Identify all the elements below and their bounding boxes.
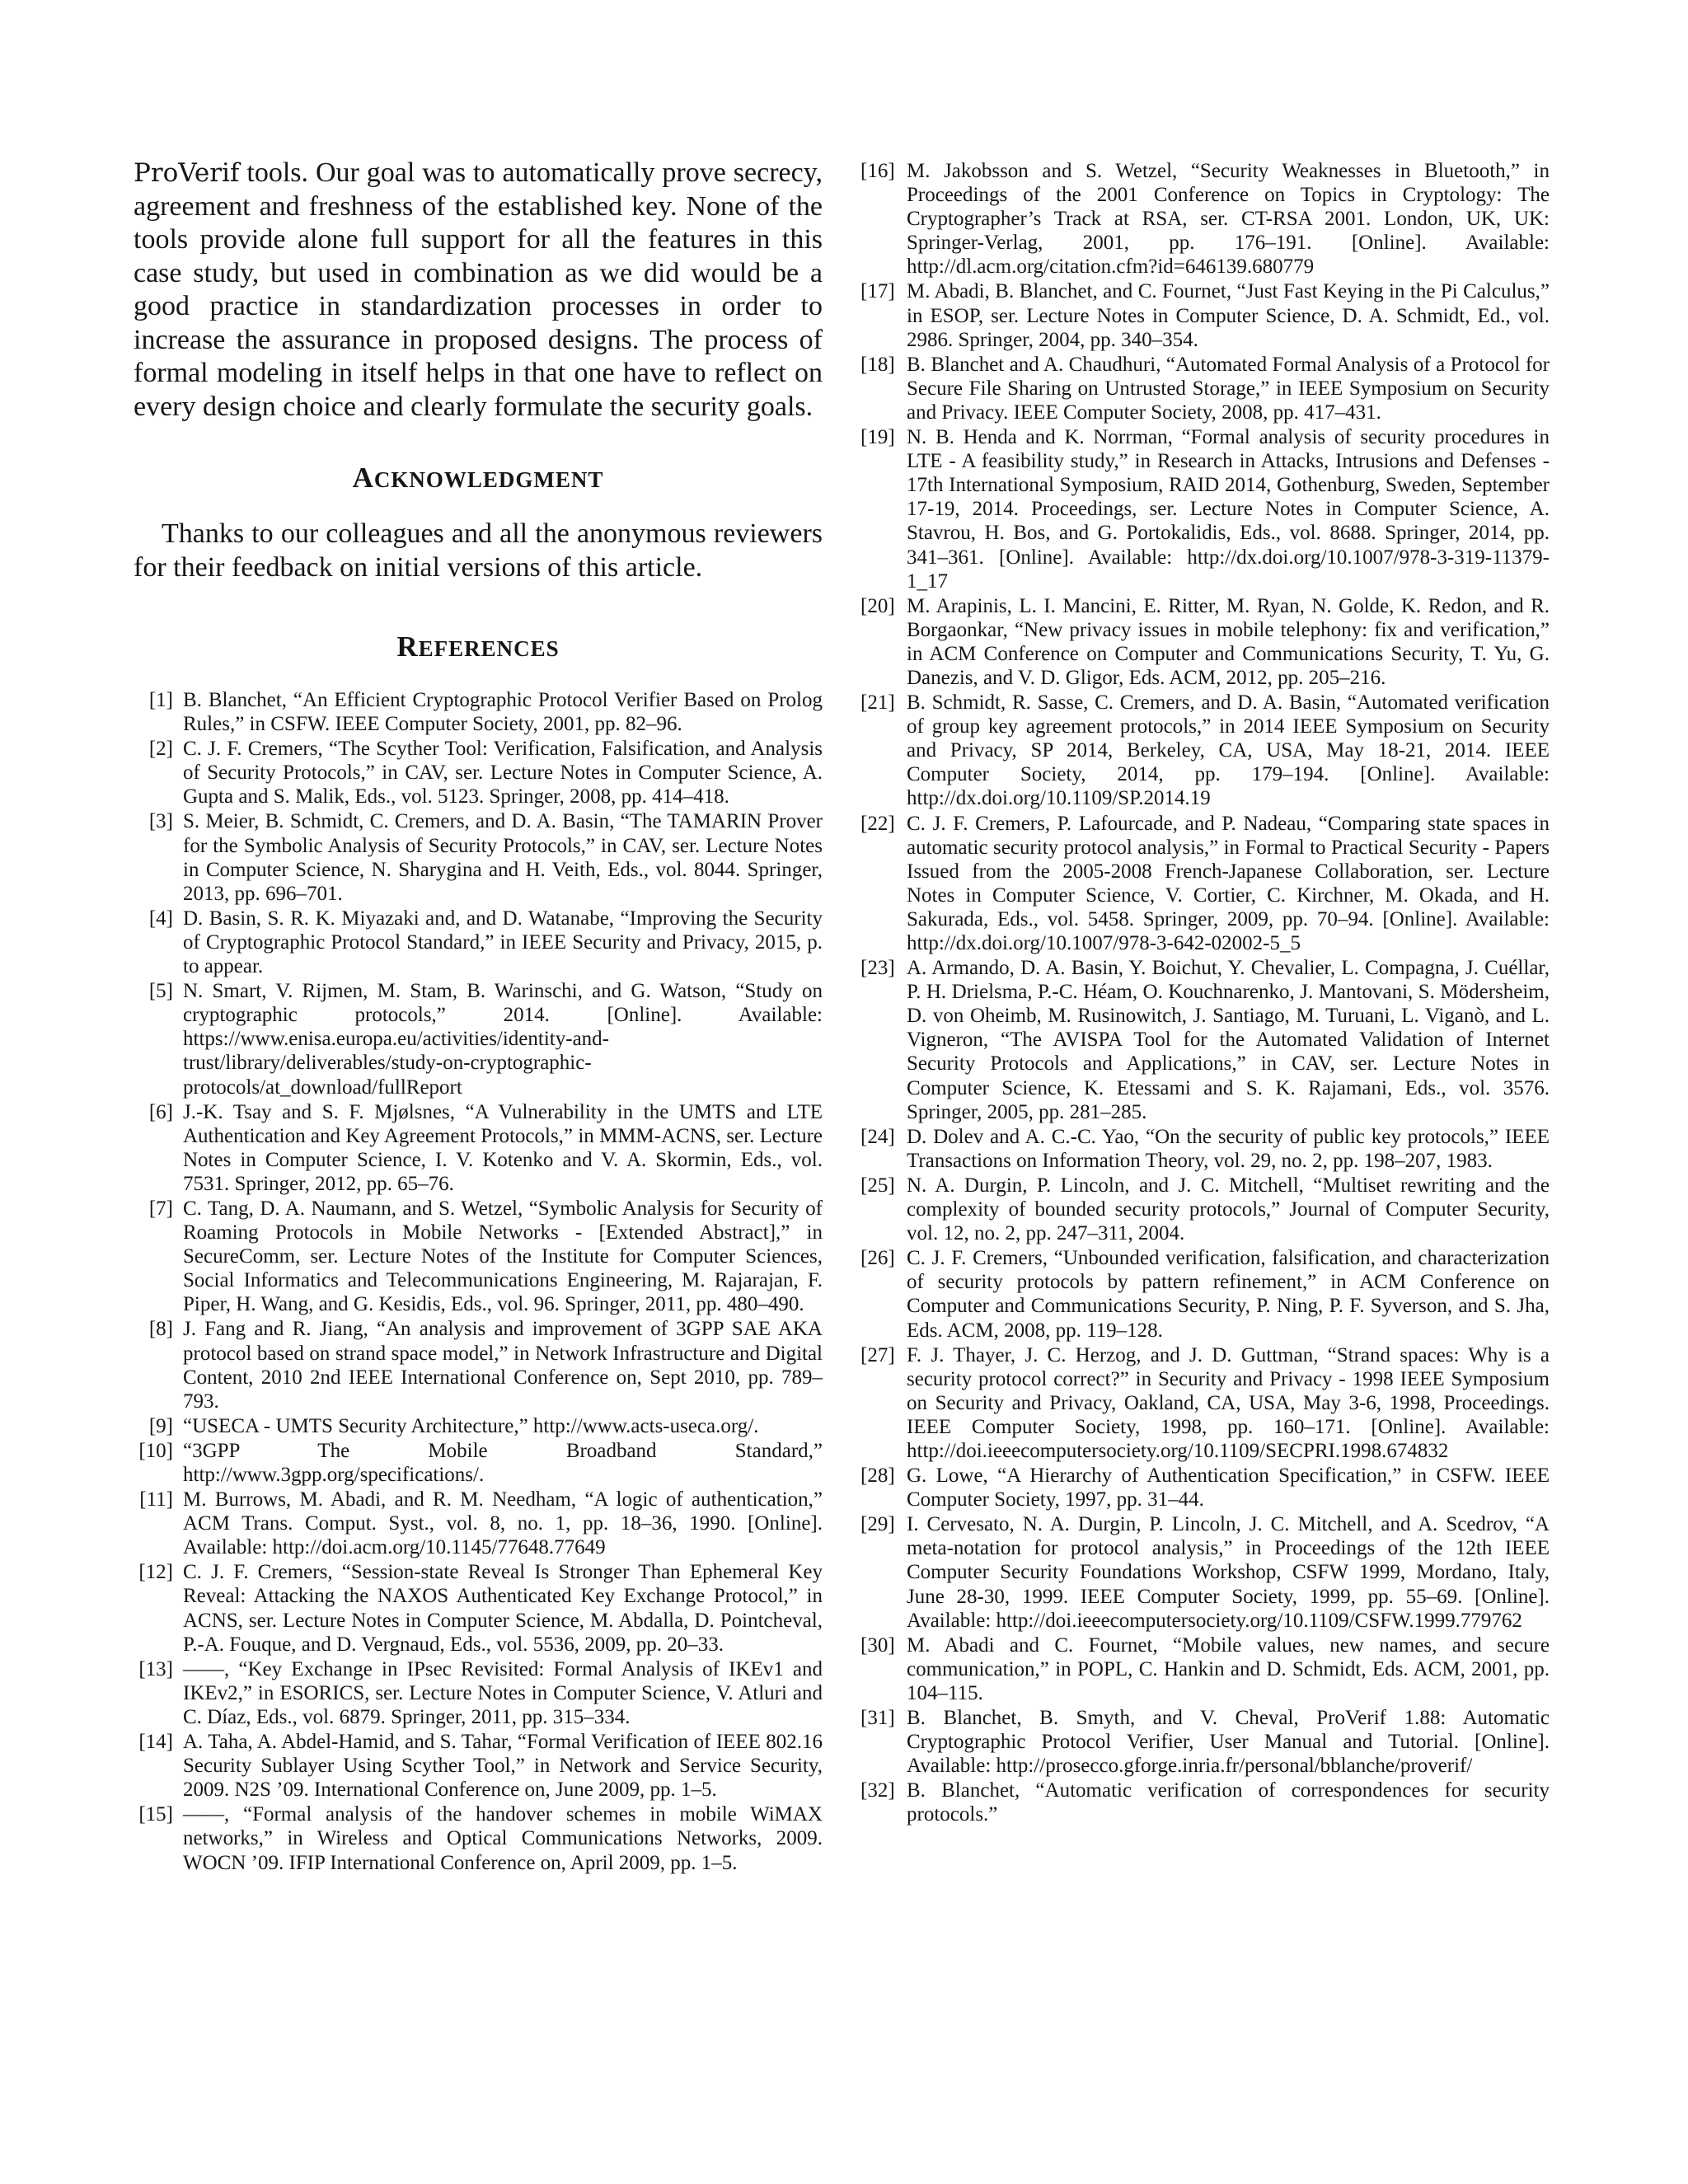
acknowledgment-heading-rest: CKNOWLEDGMENT [373,467,604,492]
references-heading [134,630,823,663]
reference-text: M. Abadi and C. Fournet, “Mobile values, new names, and secure communication,” in POPL, C. Hankin and D. Schmidt, Eds. ACM, 2001, pp. 104–115. [907,1633,1550,1704]
reference-text: C. J. F. Cremers, P. Lafourcade, and P. Nadeau, “Comparing state spaces in automatic security protocol analysis,” in Formal to Practical Security - Papers Issued from the 2005-2008 French-Japanese Collaboration, ser. Lecture Notes in Computer Science, V. Cortier, C. Kirchner, M. Okada, and H. Sakurada, Eds., vol. 5458. Springer, 2009, pp. 70–94. [Online]. Available: http://dx.doi.org/10.1007/978-3-642-02002-5_5 [907,812,1550,954]
reference-text: S. Meier, B. Schmidt, C. Cremers, and D. A. Basin, “The TAMARIN Prover for the Symbolic Analysis of Security Protocols,” in CAV, ser. Lecture Notes in Computer Science, N. Sharygina and H. Veith, Eds., vol. 8044. Springer, 2013, pp. 696–701. [183,810,823,905]
acknowledgment-text: Thanks to our colleagues and all the anonymous reviewers for their feedback on initial versions of this article. [134,518,823,583]
reference-item [860,1125,1550,1173]
reference-text: F. J. Thayer, J. C. Herzog, and J. D. Guttman, “Strand spaces: Why is a security protocol correct?” in Security and Privacy - 1998 IEEE Symposium on Security and Privacy, Oakland, CA, USA, May 3-6, 1998, Proceedings. IEEE Computer Society, 1998, pp. 160–171. [Online]. Available: http://doi.ieeecomputersociety.org/10.1109/SECPRI.1998.674832 [907,1343,1550,1462]
reference-number: [29] [860,1513,895,1536]
reference-number: [19] [860,426,895,449]
reference-item [860,1633,1550,1705]
reference-item [860,691,1550,810]
reference-number: [18] [860,353,895,376]
reference-number: [27] [860,1343,895,1366]
reference-text: D. Dolev and A. C.-C. Yao, “On the security of public key protocols,” IEEE Transactions on Information Theory, vol. 29, no. 2, pp. 198–207, 1983. [907,1125,1550,1172]
left-column [134,157,823,1876]
reference-item [134,1560,823,1656]
reference-number: [30] [860,1633,895,1657]
reference-number: [23] [860,957,895,980]
reference-item [134,809,823,905]
reference-text: N. A. Durgin, P. Lincoln, and J. C. Mitchell, “Multiset rewriting and the complexity of bounded security protocols,” Journal of Computer Security, vol. 12, no. 2, pp. 247–311, 2004. [907,1174,1550,1245]
references-heading-cap: R [396,630,419,663]
references-heading-rest: EFERENCES [418,636,560,661]
reference-number: [8] [148,1318,173,1341]
reference-text: C. J. F. Cremers, “The Scyther Tool: Verification, Falsification, and Analysis of Security Protocols,” in CAV, ser. Lecture Notes in Computer Science, A. Gupta and S. Malik, Eds., vol. 5123. Springer, 2008, pp. 414–418. [183,738,823,808]
reference-text: M. Abadi, B. Blanchet, and C. Fournet, “Just Fast Keying in the Pi Calculus,” in ESOP, ser. Lecture Notes in Computer Science, D. A. Schmidt, Ed., vol. 2986. Springer, 2004, pp. 340–354. [907,280,1550,351]
reference-item [134,1439,823,1487]
reference-item [134,1414,823,1438]
reference-number: [31] [860,1707,895,1729]
reference-item [860,1464,1550,1511]
reference-text: M. Burrows, M. Abadi, and R. M. Needham, “A logic of authentication,” ACM Trans. Comput. Syst., vol. 8, no. 1, pp. 18–36, 1990. [Online]. Available: http://doi.acm.org/10.1145/77648.77649 [183,1488,823,1559]
reference-text: J.-K. Tsay and S. F. Mjølsnes, “A Vulnerability in the UMTS and LTE Authentication and Key Agreement Protocols,” in MMM-ACNS, ser. Lecture Notes in Computer Science, I. V. Kotenko and V. A. Skormin, Eds., vol. 7531. Springer, 2012, pp. 65–76. [183,1100,823,1195]
acknowledgment-heading [134,462,823,494]
reference-number: [5] [148,980,173,1003]
reference-number: [22] [860,812,895,835]
right-column [860,159,1550,1827]
reference-text: M. Arapinis, L. I. Mancini, E. Ritter, M. Ryan, N. Golde, K. Redon, and R. Borgaonkar, “New privacy issues in mobile telephony: fix and verification,” in ACM Conference on Computer and Communications Security, T. Yu, G. Danezis, and V. D. Gligor, Eds. ACM, 2012, pp. 205–216. [907,594,1550,689]
reference-item [860,1246,1550,1342]
reference-text: C. Tang, D. A. Naumann, and S. Wetzel, “Symbolic Analysis for Security of Roaming Protocols in Mobile Networks - [Extended Abstract],” in SecureComm, ser. Lecture Notes of the Institute for Computer Sciences, Social Informatics and Telecommunications Engineering, M. Rajarajan, F. Piper, H. Wang, and G. Kesidis, Eds., vol. 96. Springer, 2011, pp. 480–490. [183,1197,823,1316]
reference-item [134,1730,823,1802]
reference-number: [12] [138,1561,173,1584]
reference-text: C. J. F. Cremers, “Session-state Reveal Is Stronger Than Ephemeral Key Reveal: Attacking the NAXOS Authenticated Key Exchange Protocol,” in ACNS, ser. Lecture Notes in Computer Science, M. Abdalla, D. Pointcheval, P.-A. Fouque, and D. Vergnaud, Eds., vol. 5536, 2009, pp. 20–33. [183,1561,823,1656]
reference-text: B. Blanchet, B. Smyth, and V. Cheval, ProVerif 1.88: Automatic Cryptographic Protocol Verifier, User Manual and Tutorial. [Online]. Available: http://prosecco.gforge.inria.fr/personal/bblanche/proverif/ [907,1707,1550,1778]
reference-text: B. Blanchet, “An Efficient Cryptographic Protocol Verifier Based on Prolog Rules,” in CSFW. IEEE Computer Society, 2001, pp. 82–96. [183,689,823,736]
reference-item [860,425,1550,593]
reference-number: [14] [138,1731,173,1754]
reference-item [134,907,823,978]
conclusion-paragraph [134,157,823,424]
reference-list-right [860,159,1550,1826]
reference-text: N. Smart, V. Rijmen, M. Stam, B. Warinschi, and G. Watson, “Study on cryptographic protocols,” 2014. [Online]. Available: https://www.enisa.europa.eu/activities/identity-and-trust/library/deliverables/study-on-cryptographic-protocols/at_download/fullReport [183,980,823,1099]
reference-text: ——, “Key Exchange in IPsec Revisited: Formal Analysis of IKEv1 and IKEv2,” in ESORICS, ser. Lecture Notes in Computer Science, V. Atluri and C. Díaz, Eds., vol. 6879. Springer, 2011, pp. 315–334. [183,1657,823,1728]
reference-number: [28] [860,1465,895,1488]
reference-item [860,1779,1550,1826]
reference-number: [21] [860,691,895,715]
reference-item [860,812,1550,956]
reference-item [134,1802,823,1874]
reference-text: “3GPP The Mobile Broadband Standard,” http://www.3gpp.org/specifications/. [183,1439,823,1486]
reference-number: [9] [148,1414,173,1437]
reference-item [860,1706,1550,1778]
reference-item [134,979,823,1099]
reference-number: [32] [860,1779,895,1802]
reference-number: [15] [138,1803,173,1826]
reference-text: ——, “Formal analysis of the handover schemes in mobile WiMAX networks,” in Wireless and Optical Communications Networks, 2009. WOCN ’09. IFIP International Conference on, April 2009, pp. 1–5. [183,1803,823,1874]
reference-item [134,1100,823,1196]
reference-text: “USECA - UMTS Security Architecture,” http://www.acts-useca.org/. [183,1414,759,1437]
tool-name: ProVerif [134,158,240,188]
reference-list-left [134,688,823,1875]
reference-text: A. Armando, D. A. Basin, Y. Boichut, Y. Chevalier, L. Compagna, J. Cuéllar, P. H. Drielsma, P.-C. Héam, O. Kouchnarenko, J. Mantovani, S. Mödersheim, D. von Oheimb, M. Rusinowitch, J. Santiago, M. Turuani, L. Viganò, and L. Vigneron, “The AVISPA Tool for the Automated Validation of Internet Security Protocols and Applications,” in CAV, ser. Lecture Notes in Computer Science, K. Etessami and S. K. Rajamani, Eds., vol. 3576. Springer, 2005, pp. 281–285. [907,957,1550,1123]
reference-number: [1] [148,689,173,711]
reference-text: J. Fang and R. Jiang, “An analysis and improvement of 3GPP SAE AKA protocol based on strand space model,” in Network Infrastructure and Digital Content, 2010 2nd IEEE International Conference on, Sept 2010, pp. 789–793. [183,1318,823,1413]
reference-item [860,1343,1550,1463]
reference-number: [24] [860,1125,895,1148]
reference-number: [16] [860,160,895,182]
reference-number: [4] [148,907,173,930]
reference-number: [25] [860,1174,895,1197]
reference-number: [17] [860,280,895,303]
reference-text: G. Lowe, “A Hierarchy of Authentication Specification,” in CSFW. IEEE Computer Society, 1997, pp. 31–44. [907,1465,1550,1511]
reference-item [860,159,1550,279]
reference-item [134,688,823,736]
reference-number: [2] [148,738,173,761]
reference-number: [10] [138,1439,173,1462]
reference-text: M. Jakobsson and S. Wetzel, “Security Weaknesses in Bluetooth,” in Proceedings of the 2001 Conference on Topics in Cryptology: The Cryptographer’s Track at RSA, ser. CT-RSA 2001. London, UK, UK: Springer-Verlag, 2001, pp. 176–191. [Online]. Available: http://dl.acm.org/citation.cfm?id=646139.680779 [907,160,1550,279]
reference-item [134,737,823,808]
reference-text: B. Blanchet and A. Chaudhuri, “Automated Formal Analysis of a Protocol for Secure File Sharing on Untrusted Storage,” in IEEE Symposium on Security and Privacy. IEEE Computer Society, 2008, pp. 417–431. [907,353,1550,424]
reference-item [134,1197,823,1316]
reference-text: N. B. Henda and K. Norrman, “Formal analysis of security procedures in LTE - A feasibility study,” in Research in Attacks, Intrusions and Defenses - 17th International Symposium, RAID 2014, Gothenburg, Sweden, September 17-19, 2014. Proceedings, ser. Lecture Notes in Computer Science, A. Stavrou, H. Bos, and G. Portokalidis, Eds., vol. 8688. Springer, 2014, pp. 341–361. [Online]. Available: http://dx.doi.org/10.1007/978-3-319-11379-1_17 [907,426,1550,593]
reference-number: [11] [139,1488,173,1511]
reference-item [860,1512,1550,1632]
reference-number: [3] [148,810,173,833]
reference-item [860,594,1550,690]
reference-item [860,353,1550,424]
reference-item [134,1317,823,1413]
reference-item [134,1488,823,1559]
reference-number: [7] [148,1197,173,1220]
reference-item [860,1174,1550,1245]
reference-number: [13] [138,1657,173,1680]
reference-text: B. Schmidt, R. Sasse, C. Cremers, and D. A. Basin, “Automated verification of group key agreement protocols,” in 2014 IEEE Symposium on Security and Privacy, SP 2014, Berkeley, CA, USA, May 18-21, 2014. IEEE Computer Society, 2014, pp. 179–194. [Online]. Available: http://dx.doi.org/10.1109/SP.2014.19 [907,691,1550,810]
reference-text: C. J. F. Cremers, “Unbounded verification, falsification, and characterization of security protocols by pattern refinement,” in ACM Conference on Computer and Communications Security, P. Ning, P. F. Syverson, and S. Jha, Eds. ACM, 2008, pp. 119–128. [907,1247,1550,1342]
reference-item [860,279,1550,351]
reference-text: I. Cervesato, N. A. Durgin, P. Lincoln, J. C. Mitchell, and A. Scedrov, “A meta-notation for protocol analysis,” in Proceedings of the 12th IEEE Computer Security Foundations Workshop, CSFW 1999, Mordano, Italy, June 28-30, 1999. IEEE Computer Society, 1999, pp. 55–69. [Online]. Available: http://doi.ieeecomputersociety.org/10.1109/CSFW.1999.779762 [907,1513,1550,1632]
reference-text: B. Blanchet, “Automatic verification of correspondences for security protocols.” [907,1779,1550,1826]
reference-item [134,1657,823,1729]
reference-text: D. Basin, S. R. K. Miyazaki and, and D. Watanabe, “Improving the Security of Cryptographic Protocol Standard,” in IEEE Security and Privacy, 2015, p. to appear. [183,907,823,978]
reference-item [860,956,1550,1124]
reference-text: A. Taha, A. Abdel-Hamid, and S. Tahar, “Formal Verification of IEEE 802.16 Security Sublayer Using Scyther Tool,” in Network and Service Security, 2009. N2S ’09. International Conference on, June 2009, pp. 1–5. [183,1731,823,1802]
conclusion-text: tools. Our goal was to automatically prove secrecy, agreement and freshness of the established key. None of the tools provide alone full support for all the features in this case study, but used in combination as we did would be a good practice in standardization processes in order to increase the assurance in proposed designs. The process of formal modeling in itself helps in that one have to reflect on every design choice and clearly formulate the security goals. [134,157,823,422]
reference-number: [6] [148,1100,173,1123]
reference-number: [20] [860,594,895,617]
reference-number: [26] [860,1247,895,1270]
acknowledgment-heading-cap: A [352,462,374,494]
